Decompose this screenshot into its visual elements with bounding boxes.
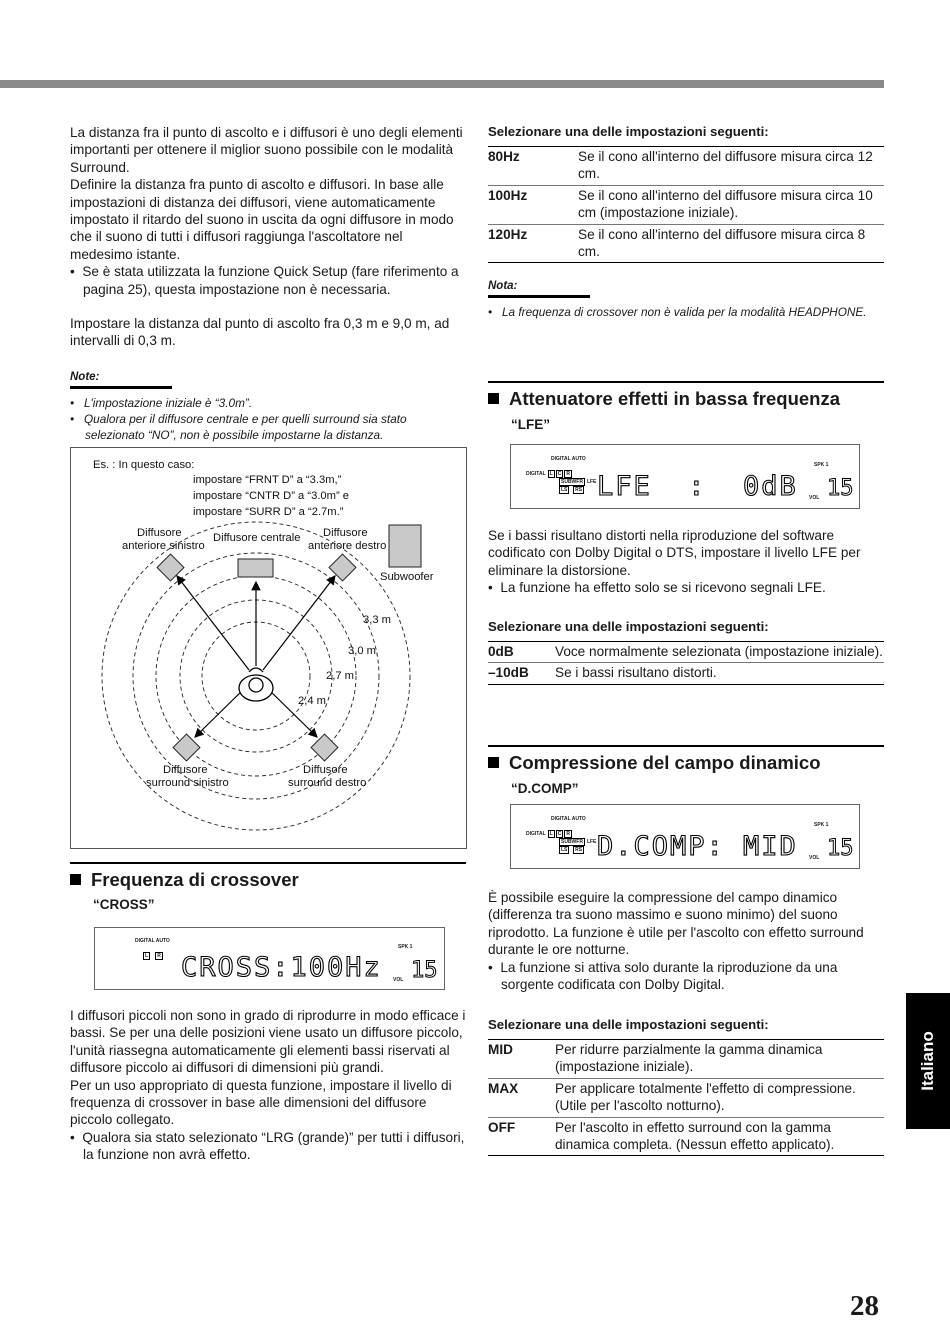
center-label: Diffusore centrale bbox=[213, 532, 301, 544]
table-row: 100Hz Se il cono all'interno del diffusore misura circa 10 cm (impostazione iniziale). bbox=[488, 185, 884, 224]
display-indicators: L R bbox=[145, 953, 161, 959]
dcomp-bullet: • La funzione si attiva solo durante la riproduzione da una sorgente codificata con Dolby Digital. bbox=[488, 959, 838, 993]
dcomp-subtitle: “D.COMP” bbox=[511, 781, 579, 796]
display-spk: SPK 1 bbox=[814, 462, 829, 468]
options-table bbox=[488, 641, 884, 685]
options-heading: Selezionare una delle impostazioni seguenti: bbox=[488, 1017, 769, 1032]
surround-left-label: surround sinistro bbox=[146, 777, 229, 789]
crossover-section-header bbox=[70, 862, 466, 891]
options-heading: Selezionare una delle impostazioni seguenti: bbox=[488, 619, 769, 634]
display-vol-label: VOL bbox=[809, 855, 820, 861]
dcomp-section-header bbox=[488, 745, 884, 774]
ring-label: 3,3 m bbox=[363, 614, 391, 626]
square-bullet-icon bbox=[70, 874, 81, 885]
crossover-note: • La frequenza di crossover non è valida per la modalità HEADPHONE. bbox=[488, 305, 867, 320]
display-vol-value: 15 bbox=[827, 476, 854, 501]
table-row: 0dB Voce normalmente selezionata (impostazione iniziale). bbox=[488, 644, 883, 659]
crossover-paragraph-2: Per un uso appropriato di questa funzione, impostare il livello di frequenza di crossover in base alle dimensioni del diffusore piccolo collegato. bbox=[70, 1077, 452, 1128]
ring-label: 3,0 m bbox=[348, 645, 376, 657]
display-vol-label: VOL bbox=[809, 495, 820, 501]
lfe-options bbox=[488, 619, 884, 685]
front-left-label: anteriore sinistro bbox=[122, 540, 205, 552]
intro-text bbox=[70, 124, 466, 350]
display-text: LFE : 0dB bbox=[597, 471, 798, 502]
diagram-line: impostare “FRNT D” a “3.3m,” bbox=[193, 474, 342, 486]
diagram-line: impostare “CNTR D” a “3.0m” e bbox=[193, 490, 350, 502]
display-digital-auto: DIGITAL AUTO bbox=[135, 938, 170, 944]
distance-arrow bbox=[263, 576, 335, 670]
lfe-section-header bbox=[488, 381, 884, 410]
listener-icon bbox=[239, 668, 273, 701]
front-right-label: Diffusore bbox=[323, 527, 368, 539]
options-table bbox=[488, 1039, 884, 1156]
display-text: D.COMP: MID bbox=[597, 831, 798, 862]
notes-heading: Note: bbox=[70, 371, 100, 383]
dcomp-paragraph: È possibile eseguire la compressione del campo dinamico (differenza tra suono massimo e suono minimo) del suono riprodotto. La funzione è utile per l'ascolto con effetto surround durante le ore notturne. bbox=[488, 890, 864, 958]
lfe-display bbox=[510, 444, 860, 509]
table-row: 120Hz Se il cono all'interno del diffusore misura circa 8 cm. bbox=[488, 224, 884, 263]
note-item: • Qualora per il diffusore centrale e per quelli surround sia stato selezionato “NO”, non è possibile impostarne la distanza. bbox=[70, 412, 407, 442]
crossover-paragraph-1: I diffusori piccoli non sono in grado di riprodurre in modo efficace i bassi. Se per una delle posizioni viene usato un diffusore piccolo, l'unità riassegna automaticamente gli elementi bassi riservati al diffusore piccolo ai diffusori di dimensioni più grandi. bbox=[70, 1008, 466, 1076]
dcomp-display bbox=[510, 804, 860, 869]
left-notes bbox=[70, 371, 466, 443]
crossover-note-heading: Nota: bbox=[488, 280, 518, 293]
dcomp-text bbox=[488, 889, 884, 993]
center-speaker-icon bbox=[238, 559, 273, 577]
intro-paragraph-1: La distanza fra il punto di ascolto e i diffusori è uno degli elementi importanti per ottenere il miglior suono possibile con le modalità Surround. bbox=[70, 125, 463, 175]
display-vol-label: VOL bbox=[393, 977, 404, 983]
display-indicators: DIGITAL L C R SUBWFR LFE LS RS bbox=[526, 831, 597, 853]
square-bullet-icon bbox=[488, 757, 499, 768]
display-digital-auto: DIGITAL AUTO bbox=[551, 816, 586, 822]
dcomp-options bbox=[488, 1017, 884, 1156]
lfe-paragraph: Se i bassi risultano distorti nella riproduzione del software codificato con Dolby Digital o DTS, impostare il livello LFE per eliminare la distorsione. bbox=[488, 528, 861, 578]
surround-right-label: surround destro bbox=[288, 777, 367, 789]
lfe-bullet: • La funzione ha effetto solo se si ricevono segnali LFE. bbox=[488, 580, 826, 596]
diagram-line: impostare “SURR D” a “2.7m.” bbox=[193, 506, 344, 518]
subwoofer-icon bbox=[389, 525, 421, 567]
front-left-label: Diffusore bbox=[137, 527, 182, 539]
ring-label: 2,4 m bbox=[298, 695, 326, 707]
square-bullet-icon bbox=[488, 393, 499, 404]
crossover-options bbox=[488, 124, 884, 320]
table-row: MID Per ridurre parzialmente la gamma dinamica (impostazione iniziale). bbox=[488, 1042, 823, 1075]
crossover-title: Frequenza di crossover bbox=[70, 869, 466, 891]
surround-left-label: Diffusore bbox=[163, 764, 208, 776]
front-left-speaker-icon bbox=[157, 554, 184, 581]
display-digital-auto: DIGITAL AUTO bbox=[551, 456, 586, 462]
ring-label: 2,7 m bbox=[326, 670, 354, 682]
table-row: –10dB Se i bassi risultano distorti. bbox=[488, 663, 884, 684]
intro-bullet: • Se è stata utilizzata la funzione Quick Setup (fare riferimento a pagina 25), questa impostazione non è necessaria. bbox=[70, 264, 459, 297]
display-vol-value: 15 bbox=[827, 836, 854, 861]
display-indicators: DIGITAL L C R SUBWFR LFE LS RS bbox=[526, 471, 597, 493]
language-tab: Italiano bbox=[906, 993, 950, 1129]
display-spk: SPK 1 bbox=[398, 944, 413, 950]
crossover-bullet: • Qualora sia stato selezionato “LRG (grande)” per tutti i diffusori, la funzione non avrà effetto. bbox=[70, 1129, 465, 1163]
display-text: CROSS:100Hz bbox=[181, 952, 382, 983]
top-rule bbox=[0, 80, 884, 88]
display-vol-value: 15 bbox=[411, 958, 438, 983]
display-spk: SPK 1 bbox=[814, 822, 829, 828]
intro-paragraph-3: Impostare la distanza dal punto di ascolto fra 0,3 m e 9,0 m, ad intervalli di 0,3 m. bbox=[70, 316, 450, 349]
lfe-title: Attenuatore effetti in bassa frequenza bbox=[488, 388, 884, 410]
crossover-text bbox=[70, 1007, 466, 1164]
diagram-example-label: Es. : In questo caso: bbox=[93, 459, 195, 471]
table-row: OFF Per l'ascolto in effetto surround con la gamma dinamica completa. (Nessun effetto applicato). bbox=[488, 1117, 884, 1156]
crossover-display bbox=[94, 927, 445, 990]
lfe-text bbox=[488, 527, 884, 597]
front-right-label: anteriore destro bbox=[308, 540, 387, 552]
crossover-subtitle: “CROSS” bbox=[93, 897, 155, 912]
options-heading: Selezionare una delle impostazioni seguenti: bbox=[488, 124, 769, 139]
lfe-subtitle: “LFE” bbox=[511, 417, 550, 432]
note-item: • L'impostazione iniziale è “3.0m”. bbox=[70, 396, 253, 410]
page-number: 28 bbox=[850, 1290, 879, 1322]
table-row: MAX Per applicare totalmente l'effetto di compressione. (Utile per l'ascolto notturno). bbox=[488, 1078, 884, 1117]
front-right-speaker-icon bbox=[329, 554, 356, 581]
distance-arrow bbox=[177, 576, 249, 670]
speaker-layout-diagram bbox=[70, 447, 467, 849]
note-rule bbox=[488, 295, 590, 298]
notes-rule bbox=[70, 386, 172, 389]
table-row: 80Hz Se il cono all'interno del diffusore misura circa 12 cm. bbox=[488, 149, 873, 182]
subwoofer-label: Subwoofer bbox=[380, 571, 434, 583]
surround-right-label: Diffusore bbox=[303, 764, 348, 776]
options-table bbox=[488, 146, 884, 263]
dcomp-title: Compressione del campo dinamico bbox=[488, 752, 884, 774]
intro-paragraph-2: Definire la distanza fra punto di ascolto e diffusori. In base alle impostazioni di distanza dei diffusori, viene automaticamente impostato il ritardo del suono in uscita da ogni diffusore in modo che il suono di tutti i diffusori raggiunga l'ascoltatore nel medesimo istante. bbox=[70, 177, 454, 262]
